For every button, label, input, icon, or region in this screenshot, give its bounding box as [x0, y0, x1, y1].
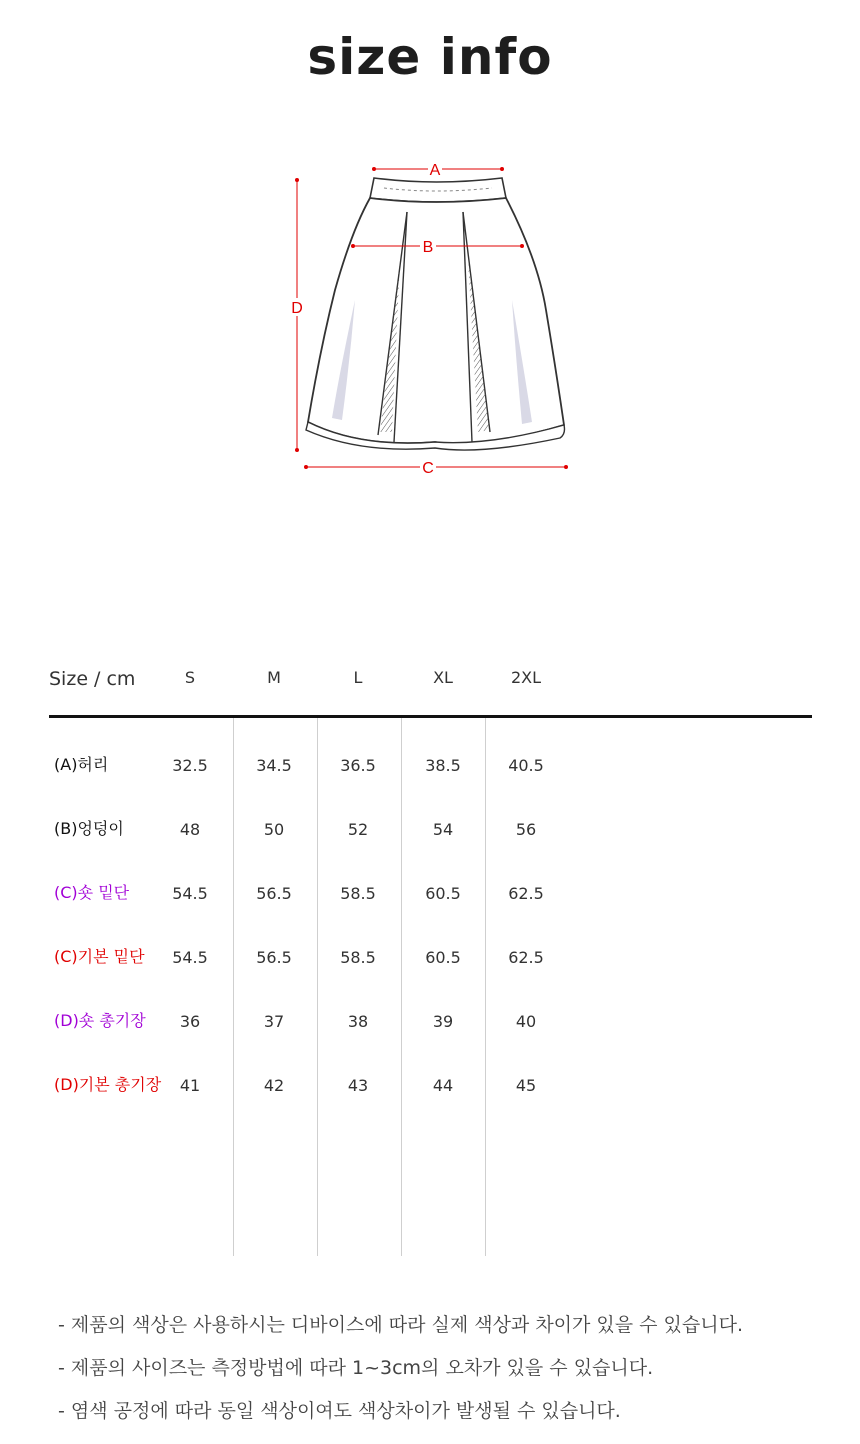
- row-label-hip: (B)엉덩이: [54, 819, 124, 838]
- table-cell: 60.5: [425, 884, 461, 903]
- row-label-waist: (A)허리: [54, 755, 109, 774]
- table-cell: 58.5: [340, 884, 376, 903]
- column-divider: [485, 718, 486, 1256]
- table-cell: 54.5: [172, 948, 208, 967]
- skirt-size-diagram: [280, 150, 580, 490]
- table-cell: 36: [179, 1012, 201, 1031]
- table-cell: 45: [515, 1076, 537, 1095]
- table-header-size-unit: Size / cm: [49, 668, 136, 690]
- table-header-m: M: [267, 668, 281, 687]
- table-cell: 38: [347, 1012, 369, 1031]
- table-cell: 42: [263, 1076, 285, 1095]
- table-cell: 34.5: [256, 756, 292, 775]
- table-cell: 56.5: [256, 948, 292, 967]
- table-cell: 36.5: [340, 756, 376, 775]
- measure-label-a: A: [429, 162, 441, 179]
- table-header-divider: [49, 715, 812, 718]
- notice-size-tolerance: - 제품의 사이즈는 측정방법에 따라 1~3cm의 오차가 있을 수 있습니다.: [58, 1357, 654, 1379]
- table-cell: 41: [179, 1076, 201, 1095]
- measure-label-c: C: [422, 460, 434, 477]
- table-cell: 39: [432, 1012, 454, 1031]
- table-cell: 62.5: [508, 948, 544, 967]
- column-divider: [317, 718, 318, 1256]
- table-cell: 38.5: [425, 756, 461, 775]
- table-cell: 44: [432, 1076, 454, 1095]
- table-cell: 50: [263, 820, 285, 839]
- table-header-2xl: 2XL: [510, 668, 542, 687]
- notice-dye-variation: - 염색 공정에 따라 동일 색상이여도 색상차이가 발생될 수 있습니다.: [58, 1400, 621, 1422]
- page-title: size info: [307, 28, 553, 86]
- table-cell: 62.5: [508, 884, 544, 903]
- row-label-regular-length: (D)기본 총기장: [54, 1075, 162, 1094]
- table-cell: 52: [347, 820, 369, 839]
- table-header-xl: XL: [433, 668, 453, 687]
- table-cell: 56: [515, 820, 537, 839]
- row-label-short-hem: (C)숏 밑단: [54, 883, 130, 902]
- table-cell: 60.5: [425, 948, 461, 967]
- table-cell: 48: [179, 820, 201, 839]
- table-cell: 32.5: [172, 756, 208, 775]
- table-cell: 54: [432, 820, 454, 839]
- table-cell: 43: [347, 1076, 369, 1095]
- measure-label-d: D: [291, 300, 303, 317]
- column-divider: [401, 718, 402, 1256]
- row-label-regular-hem: (C)기본 밑단: [54, 947, 145, 966]
- table-cell: 40.5: [508, 756, 544, 775]
- row-label-short-length: (D)숏 총기장: [54, 1011, 146, 1030]
- table-cell: 40: [515, 1012, 537, 1031]
- table-header-l: L: [353, 668, 363, 687]
- table-cell: 54.5: [172, 884, 208, 903]
- table-cell: 56.5: [256, 884, 292, 903]
- table-header-s: S: [184, 668, 196, 687]
- table-cell: 37: [263, 1012, 285, 1031]
- skirt-illustration: [306, 178, 565, 450]
- column-divider: [233, 718, 234, 1256]
- notice-color-difference: - 제품의 색상은 사용하시는 디바이스에 따라 실제 색상과 차이가 있을 수 있습니다.: [58, 1314, 744, 1336]
- measure-label-b: B: [422, 239, 434, 256]
- table-cell: 58.5: [340, 948, 376, 967]
